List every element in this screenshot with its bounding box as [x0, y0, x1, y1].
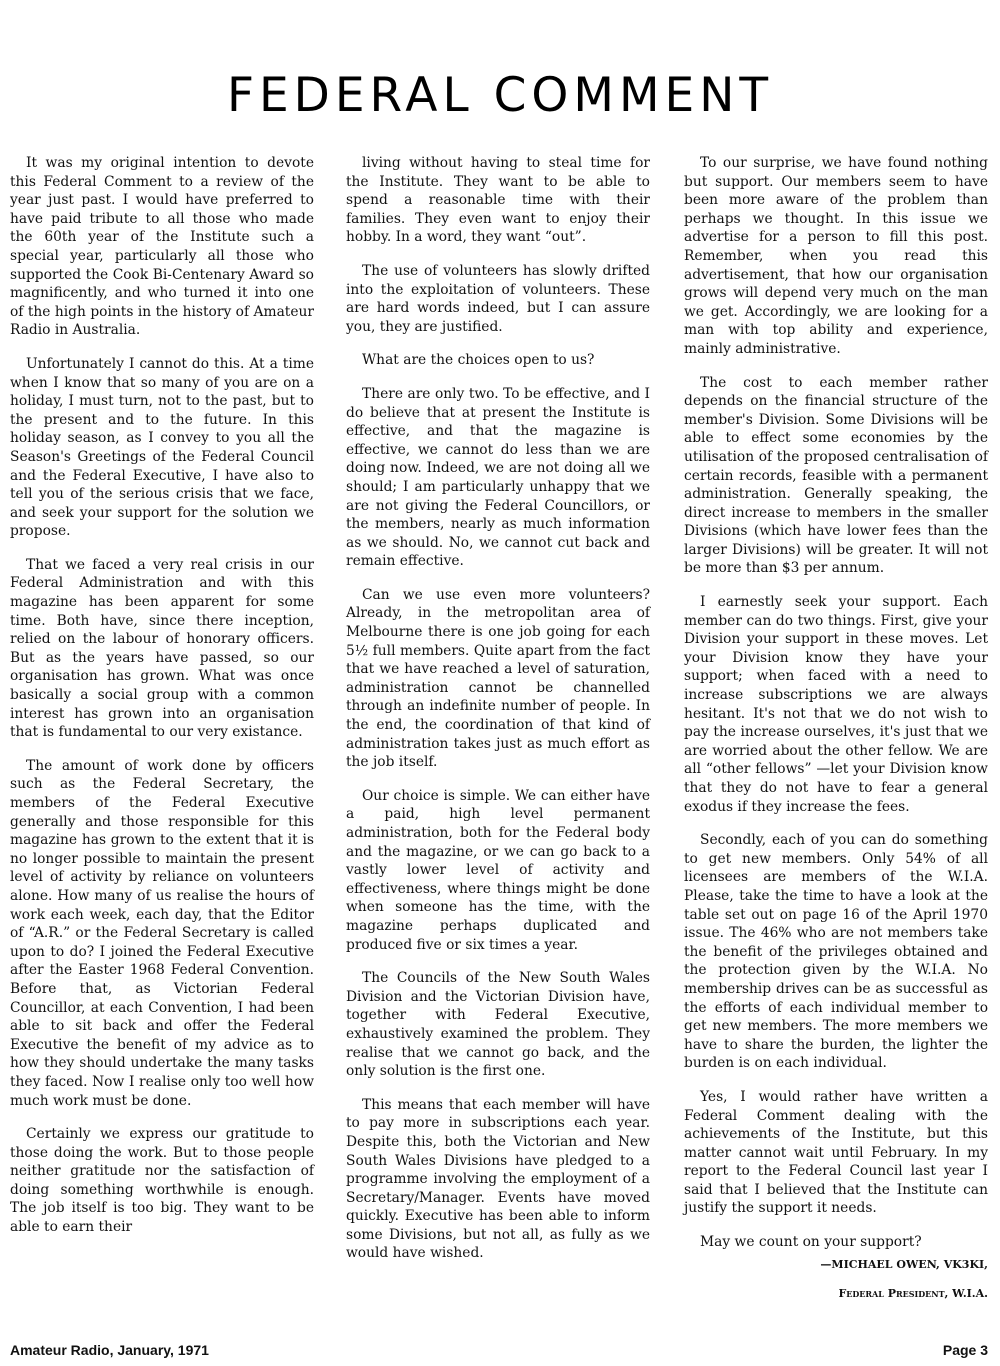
- signature-title: Federal President, W.I.A.: [838, 1286, 988, 1300]
- paragraph: Certainly we express our gratitude to those doing the work. But to those people neither gratitude nor the satisfaction of doing something worthwhile is enough. The job itself is too big. They want to be able to earn their: [10, 1126, 314, 1236]
- paragraph: The Councils of the New South Wales Division and the Victorian Division have, together with Federal Executive, exhaustively examined the problem. They realise that we cannot go back, and the only solution is the first one.: [346, 970, 650, 1080]
- paragraph: The use of volunteers has slowly drifted into the exploitation of volunteers. These are hard words indeed, but I can assure you, they are justified.: [346, 262, 650, 335]
- article-column-3: [684, 154, 988, 1316]
- article-column-1: [10, 154, 314, 1252]
- paragraph: What are the choices open to us?: [362, 352, 595, 369]
- paragraph: living without having to steal time for the Institute. They want to be able to spend a reasonable time with their families. They even want to enjoy their hobby. In a word, they want “out”.: [346, 155, 650, 246]
- paragraph: Yes, I would rather have written a Federal Comment dealing with the achievements of the Institute, but this matter cannot wait until February. In my report to the Federal Council last year I said that I believed that the Institute can justify the support it needs.: [684, 1088, 988, 1217]
- paragraph: To our surprise, we have found nothing but support. Our members seem to have been more aware of the problem than perhaps we thought. In this issue we advertise for a person to fill this post. Remember, when you read this advertisement, that how our organisation grows will depend very much on the man we get. Accordingly, we are looking for a man with top ability and experience, mainly administrative.: [684, 155, 988, 357]
- paragraph: That we faced a very real crisis in our Federal Administration and with this magazine has been apparent for some time. Both have, since there inception, relied on the labour of honorary officers. But as the years have passed, so our organisation has grown. What was once basically a social group with a common interest has grown into an organisation that is fundamental to our very existance.: [10, 556, 314, 741]
- paragraph: It was my original intention to devote this Federal Comment to a review of the year just past. I would have preferred to have paid tribute to all those who made the 60th year of the Institute such a special year, particularly all those who supported the Cook Bi-Centenary Award so magnificently, and who turned it into one of the high points in the history of Amateur Radio in Australia.: [10, 155, 314, 339]
- paragraph: May we count on your support?: [700, 1234, 922, 1251]
- footer-publication: Amateur Radio, January, 1971: [10, 1342, 209, 1358]
- footer-page-number: Page 3: [942, 1342, 988, 1358]
- paragraph: Can we use even more volunteers? Already, in the metropolitan area of Melbourne there is one job going for each 5½ full members. Quite apart from the fact that we have reached a level of saturation, administration cannot be channelled through an indefinite number of people. In the end, the coordination of that kind of administration takes just as much effort as the job itself.: [346, 586, 650, 771]
- paragraph: Unfortunately I cannot do this. At a time when I know that so many of you are on a holiday, I must turn, not to the past, but to the present and to the future. In this holiday season, as I convey to you all the Season's Greetings of the Federal Council and the Federal Executive, I have also to tell you of the serious crisis that we face, and seek your support for the solution we propose.: [10, 355, 314, 540]
- paragraph: I earnestly seek your support. Each member can do two things. First, give your Division your support in these moves. Let your Division know they have your support; when faced with a need to increase subscriptions we are always hesitant. It's not that we do not wish to pay the increase ourselves, it's just that we are worried about the other fellow. We are all “other fellows” —let your Division know that they do not have to fear a general exodus if they increase the fees.: [684, 594, 988, 815]
- paragraph: This means that each member will have to pay more in subscriptions each year. Despite this, both the Victorian and New South Wales Divisions have pledged to a programme involving the employment of a Secretary/Manager. Events have moved quickly. Executive has been able to inform some Divisions, but not all, as fully as we would have wished.: [346, 1096, 650, 1262]
- paragraph: Our choice is simple. We can either have a paid, high level permanent administration, both for the Federal body and the magazine, or we can go back to a vastly lower level of activity and effectiveness, where things might be done when someone has the time, with the magazine perhaps duplicated and produced five or six times a year.: [346, 787, 650, 953]
- paragraph: Secondly, each of you can do something to get new members. Only 54% of all licensees are members of the W.I.A. Please, take the time to have a look at the table set out on page 16 of the April 1970 issue. The 46% who are not members take the benefit of the privileges obtained and the protection given by the W.I.A. No membership drives can be as successful as the efforts of each individual member to get new members. The more members we have to share the burden, the lighter the burden is on each individual.: [684, 832, 988, 1072]
- article-column-2: [346, 154, 650, 1278]
- page-title: FEDERAL COMMENT: [226, 68, 774, 123]
- paragraph: The amount of work done by officers such as the Federal Secretary, the members of the Federal Executive generally and those responsible for this magazine has grown to the extent that it is no longer possible to maintain the present level of activity by reliance on volunteers alone. How many of us realise the hours of work each week, each day, that the Editor of “A.R.” or the Federal Secretary is called upon to do? I joined the Federal Executive after the Easter 1968 Federal Convention. Before that, as Victorian Federal Councillor, at each Convention, I had been able to sit back and offer the Federal Executive the benefit of my advice as to how they should undertake the many tasks they faced. Now I realise only too well how much work must be done.: [10, 757, 314, 1109]
- paragraph: The cost to each member rather depends on the financial structure of the member's Division. Some Divisions will be able to effect some economies by the utilisation of the proposed centralisation of certain records, feasible with a permanent administration. Generally speaking, the direct increase to members in the smaller Divisions (which have lower fees than the larger Divisions) will be greater. It will not be more than $3 per annum.: [684, 374, 988, 577]
- signature-name: —MICHAEL OWEN, VK3KI,: [820, 1257, 988, 1271]
- paragraph: There are only two. To be effective, and I do believe that at present the Institute is effective, and that the magazine is effective, we cannot do less than we are doing now. Indeed, we are not doing all we should; I am particularly unhappy that we are not giving the Federal Councillors, or the members, nearly as much information as we should. No, we cannot cut back and remain effective.: [346, 385, 650, 570]
